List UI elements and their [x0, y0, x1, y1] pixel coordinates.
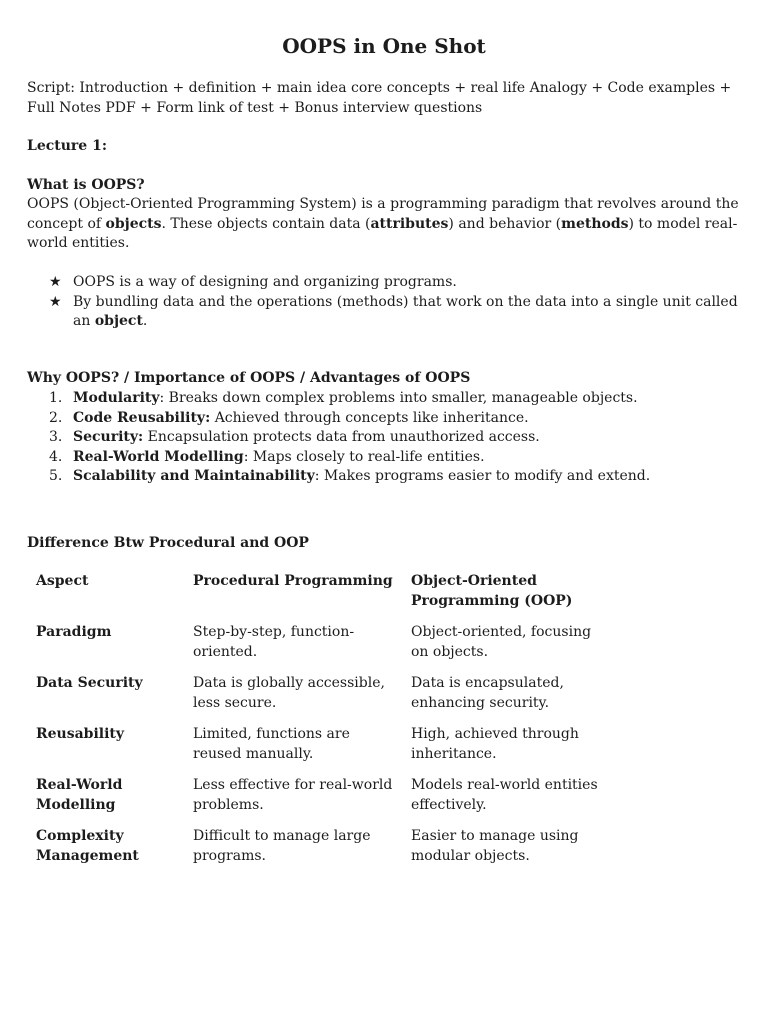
list-item: ★ By bundling data and the operations (methods) that work on the data into a single unit called an object. [49, 293, 738, 329]
column-header: Aspect [36, 573, 89, 589]
page-title: OOPS in One Shot [282, 34, 486, 58]
what-is-paragraph: OOPS (Object-Oriented Programming System) is a programming paradigm that revolves around the concept of objects. These objects contain data (attributes) and behavior (methods) to model real-world entities. [27, 196, 739, 251]
table-row: Reusability Limited, functions are reused manually. High, achieved through inheritance. [36, 726, 579, 762]
lecture-heading: Lecture 1: [27, 138, 107, 154]
comparison-table [27, 572, 620, 878]
table-row: Complexity Management Difficult to manage large programs. Easier to manage using modular objects. [36, 828, 579, 864]
star-bullet-icon: ★ [49, 293, 62, 310]
oops-bullet-list [27, 273, 739, 332]
list-item: 1. Modularity: Breaks down complex problems into smaller, manageable objects. [49, 390, 638, 406]
why-heading: Why OOPS? / Importance of OOPS / Advantages of OOPS [27, 370, 471, 386]
column-header: Procedural Programming [193, 573, 393, 589]
script-line: Script: Introduction + definition + main idea core concepts + real life Analogy + Code examples + Full Notes PDF + Form link of test + Bonus interview questions [27, 80, 732, 116]
list-item: ★ OOPS is a way of designing and organizing programs. [27, 273, 739, 293]
column-header: Object-Oriented Programming (OOP) [411, 573, 573, 609]
table-row: Paradigm Step-by-step, function-oriented. Object-oriented, focusing on objects. [36, 624, 592, 660]
list-item: 2. Code Reusability: Achieved through concepts like inheritance. [49, 409, 529, 426]
list-item: 3. Security: Encapsulation protects data from unauthorized access. [49, 429, 540, 445]
list-item: 4. Real-World Modelling: Maps closely to real-life entities. [49, 448, 485, 465]
table-header-row [27, 572, 620, 623]
table-row: Data Security Data is globally accessible, less secure. Data is encapsulated, enhancing security. [36, 675, 564, 711]
what-is-heading: What is OOPS? [27, 177, 145, 193]
list-item: 5. Scalability and Maintainability: Makes programs easier to modify and extend. [49, 468, 651, 484]
star-bullet-icon: ★ [49, 274, 62, 290]
table-row: Real-World Modelling Less effective for real-world problems. Models real-world entities effectively. [36, 777, 598, 813]
advantages-list [27, 389, 739, 487]
difference-heading: Difference Btw Procedural and OOP [27, 535, 309, 551]
